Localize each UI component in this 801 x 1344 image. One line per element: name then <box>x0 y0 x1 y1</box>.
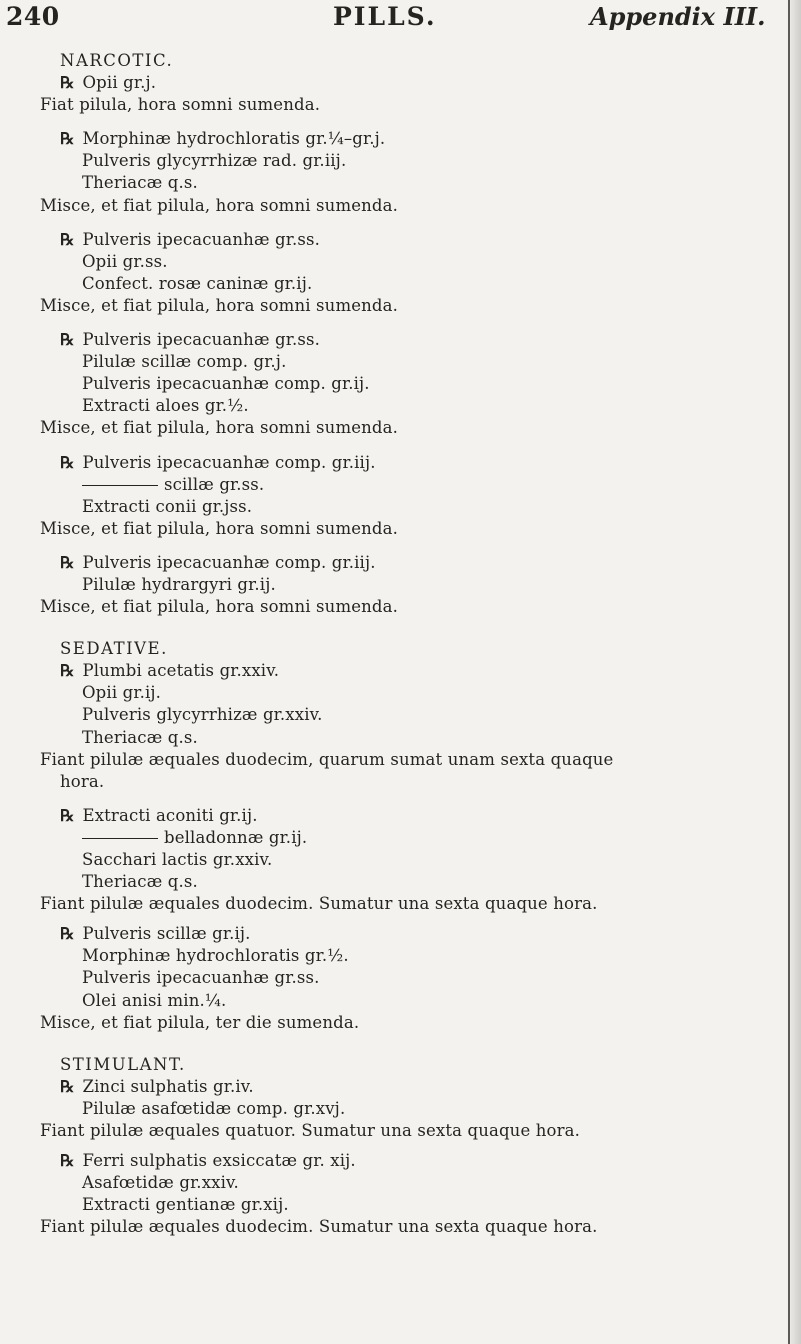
instruction-line: Fiant pilulæ æquales quatuor. Sumatur una sexta quaque hora. <box>40 1121 581 1141</box>
recipe-line <box>40 128 785 150</box>
rx-symbol-icon: ℞ <box>60 661 75 681</box>
ingredient-line: Opii gr.ss. <box>82 251 168 271</box>
ingredient: Pulveris ipecacuanhæ gr.ss. <box>82 229 320 249</box>
recipe-line <box>40 805 785 827</box>
recipe-line <box>40 660 785 682</box>
ingredient-line: Pulveris glycyrrhizæ gr.xxiv. <box>82 705 323 725</box>
ingredient-line: Pulveris ipecacuanhæ comp. gr.ij. <box>82 374 370 394</box>
instruction-line: Misce, et fiat pilula, hora somni sumenda. <box>40 295 399 315</box>
ingredient: Plumbi acetatis gr.xxiv. <box>82 661 280 681</box>
ingredient: Extracti aconiti gr.ij. <box>82 805 258 825</box>
ingredient: Ferri sulphatis exsiccatæ gr. xij. <box>82 1151 356 1171</box>
instruction-line: Misce, et fiat pilula, hora somni sumenda. <box>40 518 399 538</box>
recipe-line <box>40 552 785 574</box>
ingredient-line: Opii gr.ij. <box>82 683 162 703</box>
instruction-line: Fiant pilulæ æquales duodecim. Sumatur una sexta quaque hora. <box>40 1217 598 1237</box>
ingredient-line: Asafœtidæ gr.xxiv. <box>82 1173 239 1193</box>
rx-symbol-icon: ℞ <box>60 924 75 944</box>
ingredient-line: Theriacæ q.s. <box>82 872 198 892</box>
appendix-label: Appendix III. <box>590 2 766 31</box>
ingredient: Pulveris ipecacuanhæ comp. gr.iij. <box>82 552 376 572</box>
instruction-line: Misce, et fiat pilula, ter die sumenda. <box>40 1012 360 1032</box>
page-edge-line <box>788 0 790 1344</box>
instruction-line: Fiant pilulæ æquales duodecim, quarum sumat unam sexta quaque <box>40 749 614 769</box>
ingredient-line: Extracti conii gr.jss. <box>82 496 253 516</box>
rx-symbol-icon: ℞ <box>60 1076 75 1096</box>
instruction-line: hora. <box>60 771 105 791</box>
recipe-line <box>40 229 785 251</box>
ditto-dash <box>82 485 158 486</box>
section-heading-sedative: SEDATIVE. <box>60 639 168 659</box>
ingredient-line: Pulveris ipecacuanhæ gr.ss. <box>82 968 320 988</box>
recipe-line <box>40 329 785 351</box>
rx-symbol-icon: ℞ <box>60 229 75 249</box>
ingredient-line <box>40 474 785 496</box>
ingredient-line: Sacchari lactis gr.xxiv. <box>82 850 273 869</box>
ditto-dash <box>82 838 158 839</box>
rx-symbol-icon: ℞ <box>60 452 75 472</box>
ingredient: belladonnæ gr.ij. <box>164 827 308 847</box>
instruction-line: Fiat pilula, hora somni sumenda. <box>40 95 321 115</box>
instruction-line: Misce, et fiat pilula, hora somni sumenda. <box>40 597 399 617</box>
ingredient-line: Extracti aloes gr.½. <box>82 396 249 416</box>
rx-symbol-icon: ℞ <box>60 129 75 149</box>
ingredient-line: Olei anisi min.¼. <box>82 990 227 1010</box>
instruction-line: Fiant pilulæ æquales duodecim. Sumatur una sexta quaque hora. <box>40 894 598 914</box>
ingredient: Pulveris scillæ gr.ij. <box>82 924 251 944</box>
ingredient-line: Pulveris glycyrrhizæ rad. gr.iij. <box>82 151 347 171</box>
rx-symbol-icon: ℞ <box>60 552 75 572</box>
page-title: PILLS. <box>333 2 437 31</box>
ingredient: Opii gr.j. <box>82 73 157 93</box>
ingredient-line: Theriacæ q.s. <box>82 727 198 747</box>
ingredient-line: Confect. rosæ caninæ gr.ij. <box>82 273 313 293</box>
ingredient-line: Pilulæ hydrargyri gr.ij. <box>82 574 276 594</box>
instruction-line: Misce, et fiat pilula, hora somni sumenda. <box>40 195 399 215</box>
recipe-line <box>40 923 785 945</box>
ingredient-line: Extracti gentianæ gr.xij. <box>82 1195 289 1215</box>
recipe-line <box>40 452 785 474</box>
page-number: 240 <box>6 2 60 31</box>
ingredient: Pulveris ipecacuanhæ comp. gr.iij. <box>82 452 376 472</box>
rx-symbol-icon: ℞ <box>60 805 75 825</box>
running-header <box>0 2 790 38</box>
section-heading-stimulant: STIMULANT. <box>60 1054 186 1074</box>
page-body <box>40 50 785 1239</box>
ingredient-line: Pilulæ scillæ comp. gr.j. <box>82 352 287 372</box>
section-heading-narcotic: NARCOTIC. <box>60 51 174 70</box>
ingredient-line <box>40 827 785 849</box>
recipe-line <box>40 72 785 94</box>
instruction-line: Misce, et fiat pilula, hora somni sumenda. <box>40 418 399 438</box>
ingredient-line: Pilulæ asafœtidæ comp. gr.xvj. <box>82 1098 346 1118</box>
rx-symbol-icon: ℞ <box>60 330 75 350</box>
ingredient: Zinci sulphatis gr.iv. <box>82 1076 254 1096</box>
ingredient-line: Theriacæ q.s. <box>82 173 198 193</box>
recipe-line <box>40 1076 785 1098</box>
recipe-line <box>40 1150 785 1172</box>
ingredient: Morphinæ hydrochloratis gr.¼–gr.j. <box>82 129 386 149</box>
rx-symbol-icon: ℞ <box>60 73 75 93</box>
ingredient-line: Morphinæ hydrochloratis gr.½. <box>82 946 349 966</box>
ingredient: Pulveris ipecacuanhæ gr.ss. <box>82 330 320 350</box>
ingredient: scillæ gr.ss. <box>164 474 265 494</box>
rx-symbol-icon: ℞ <box>60 1151 75 1171</box>
